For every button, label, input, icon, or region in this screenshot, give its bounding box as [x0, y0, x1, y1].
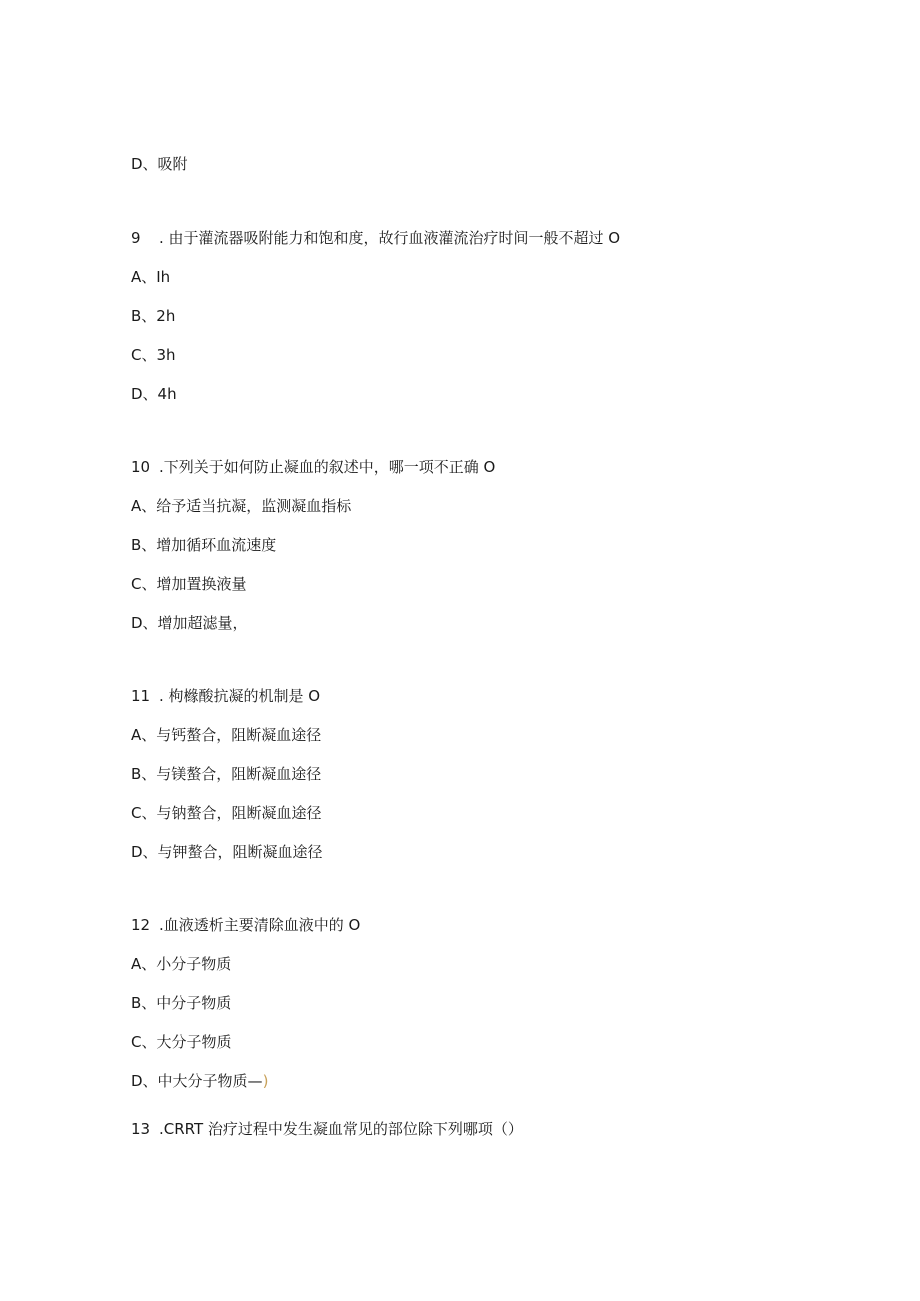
option-text: D、中大分子物质— [131, 1072, 263, 1090]
question-text: .CRRT 治疗过程中发生凝血常见的部位除下列哪项（） [159, 1120, 523, 1138]
option-text: A、给予适当抗凝，监测凝血指标 [131, 497, 352, 515]
option-line [131, 842, 323, 862]
option-text: C、与钠螯合，阻断凝血途径 [131, 804, 322, 822]
question-number: 10 [131, 458, 151, 476]
question-text: . 枸橼酸抗凝的机制是 O [159, 687, 321, 705]
question-number: 11 [131, 687, 151, 705]
option-line [131, 954, 231, 974]
option-line [131, 574, 246, 594]
option-line [131, 345, 176, 365]
question-text: .下列关于如何防止凝血的叙述中，哪一项不正确 O [159, 458, 496, 476]
option-text: C、增加置换液量 [131, 575, 247, 593]
question-line [131, 1119, 523, 1139]
option-text: A、与钙螯合，阻断凝血途径 [131, 726, 322, 744]
stray-mark: ) [262, 1072, 269, 1090]
option-line [131, 267, 170, 287]
option-line [131, 1071, 268, 1091]
question-number: 13 [131, 1120, 151, 1138]
option-line [131, 154, 188, 174]
option-text: A、小分子物质 [131, 955, 232, 973]
option-text: B、增加循环血流速度 [131, 536, 277, 554]
option-text: D、4h [131, 385, 177, 403]
option-text: B、与镁螯合，阻断凝血途径 [131, 765, 322, 783]
question-number: 9 [131, 229, 141, 247]
option-text: A、Ih [131, 268, 171, 286]
option-line [131, 803, 321, 823]
question-line [131, 228, 620, 248]
option-line [131, 1032, 231, 1052]
question-line [131, 686, 320, 706]
option-text: D、与钾螯合，阻断凝血途径 [131, 843, 323, 861]
option-text: B、中分子物质 [131, 994, 232, 1012]
option-line [131, 384, 177, 404]
option-line [131, 613, 248, 633]
option-line [131, 725, 321, 745]
option-text: D、吸附 [131, 155, 188, 173]
option-line [131, 535, 276, 555]
question-text: . 由于灌流器吸附能力和饱和度，故行血液灌流治疗时间一般不超过 O [159, 229, 621, 247]
question-number: 12 [131, 916, 151, 934]
option-line [131, 496, 351, 516]
question-text: .血液透析主要清除血液中的 O [159, 916, 361, 934]
option-line [131, 306, 175, 326]
option-text: C、3h [131, 346, 176, 364]
option-line [131, 764, 321, 784]
question-line [131, 457, 495, 477]
option-line [131, 993, 231, 1013]
option-text: B、2h [131, 307, 176, 325]
question-line [131, 915, 360, 935]
option-text: C、大分子物质 [131, 1033, 232, 1051]
option-text: D、增加超滤量， [131, 614, 248, 632]
